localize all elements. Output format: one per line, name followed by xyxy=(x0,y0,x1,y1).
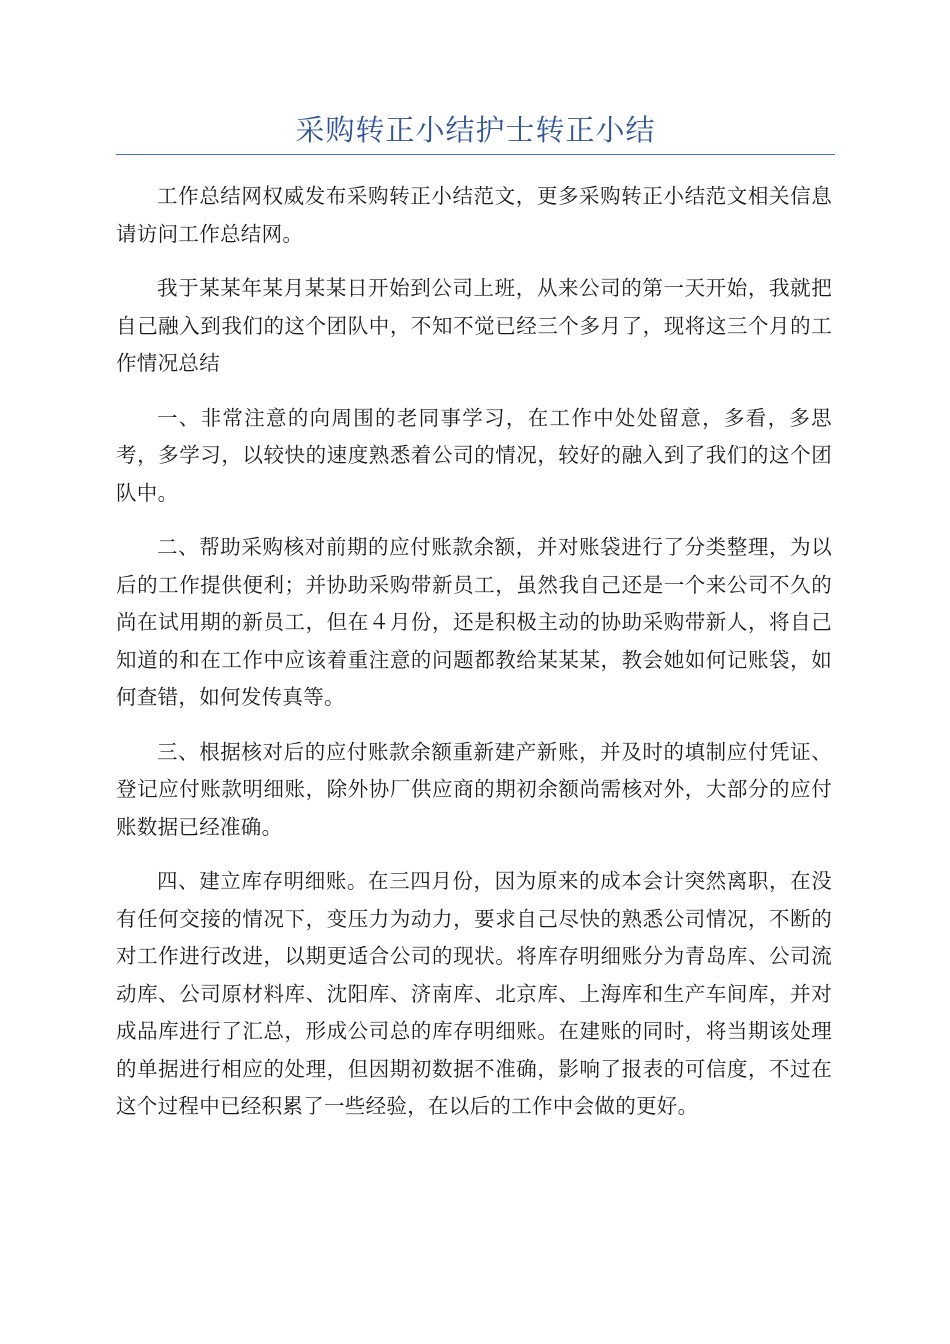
paragraph-item-1: 一、非常注意的向周围的老同事学习，在工作中处处留意，多看，多思考，多学习，以较快的速度熟悉着公司的情况，较好的融入到了我们的这个团队中。 xyxy=(116,405,832,505)
title-block xyxy=(116,108,835,152)
title-underline xyxy=(116,154,835,155)
page-title: 采购转正小结护士转正小结 xyxy=(295,113,656,147)
paragraph-opening: 我于某某年某月某某日开始到公司上班，从来公司的第一天开始，我就把自己融入到我们的这个团队中，不知不觉已经三个多月了，现将这三个月的工作情况总结 xyxy=(116,276,832,375)
paragraph-item-4: 四、建立库存明细账。在三四月份，因为原来的成本会计突然离职，在没有任何交接的情况下，变压力为动力，要求自己尽快的熟悉公司情况，不断的对工作进行改进，以期更适合公司的现状。将库存明细账分为青岛库、公司流动库、公司原材料库、沈阳库、济南库、北京库、上海库和生产车间库，并对成品库进行了汇总，形成公司总的库存明细账。在建账的同时，将当期该处理的单据进行相应的处理，但因期初数据不准确，影响了报表的可信度，不过在这个过程中已经积累了一些经验，在以后的工作中会做的更好。 xyxy=(116,869,832,1118)
paragraph-intro: 工作总结网权威发布采购转正小结范文，更多采购转正小结范文相关信息请访问工作总结网。 xyxy=(116,184,832,246)
paragraph-item-2: 二、帮助采购核对前期的应付账款余额，并对账袋进行了分类整理，为以后的工作提供便利；并协助采购带新员工，虽然我自己还是一个来公司不久的尚在试用期的新员工，但在４月份，还是积极主动的协助采购带新人，将自己知道的和在工作中应该着重注意的问题都教给某某某，教会她如何记账袋，如何查错，如何发传真等。 xyxy=(116,535,832,709)
document-body xyxy=(116,178,832,1143)
paragraph-item-3: 三、根据核对后的应付账款余额重新建产新账，并及时的填制应付凭证、登记应付账款明细账，除外协厂供应商的期初余额尚需核对外，大部分的应付账数据已经准确。 xyxy=(116,739,832,839)
